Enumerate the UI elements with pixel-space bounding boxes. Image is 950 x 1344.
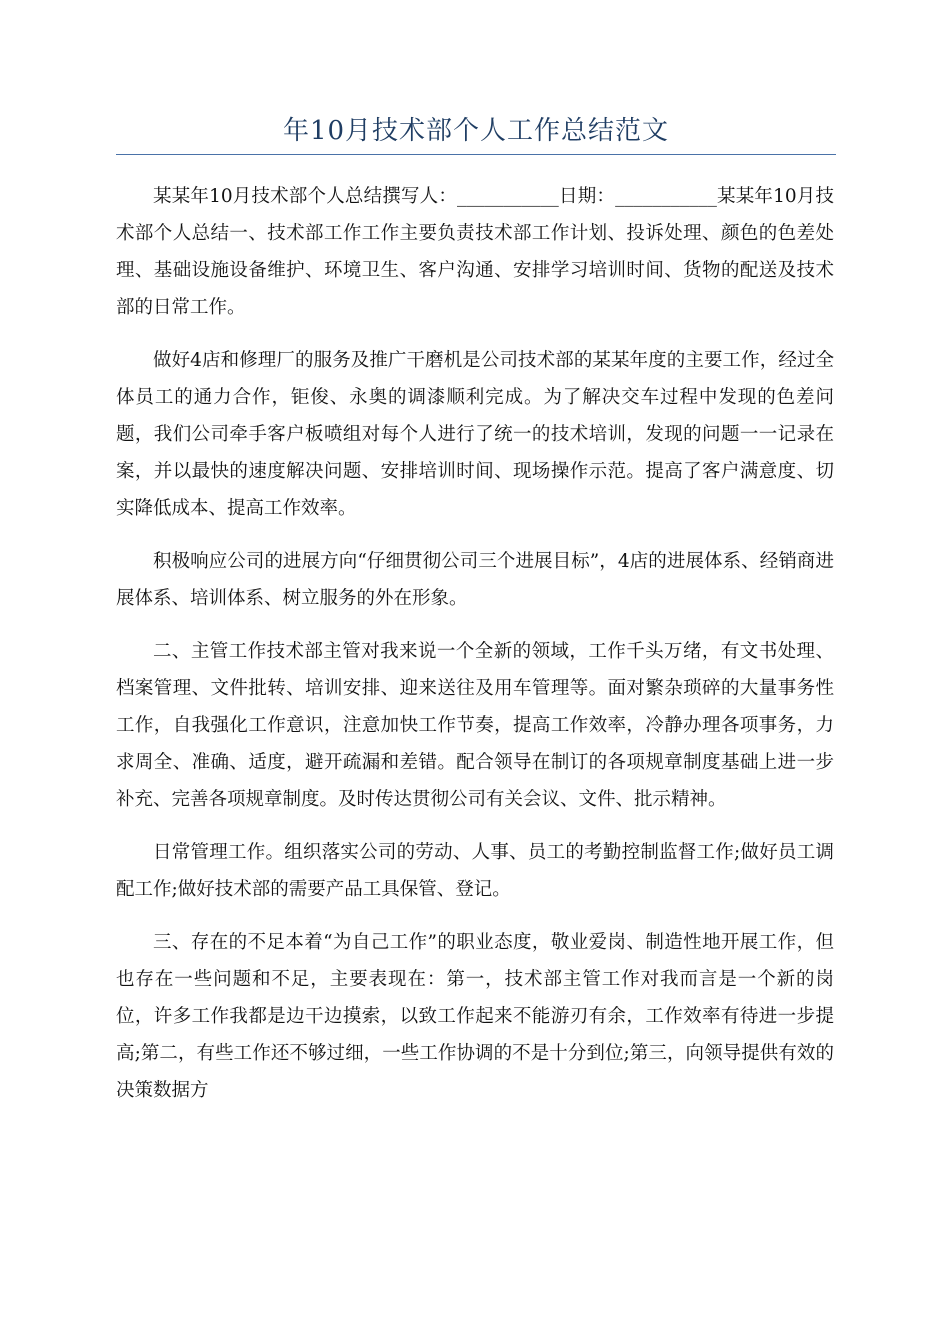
paragraph-5: 日常管理工作。组织落实公司的劳动、人事、员工的考勤控制监督工作;做好员工调配工作;做好技术部的需要产品工具保管、登记。 xyxy=(116,842,834,900)
paragraph-4: 二、主管工作技术部主管对我来说一个全新的领域，工作千头万绪，有文书处理、档案管理、文件批转、培训安排、迎来送往及用车管理等。面对繁杂琐碎的大量事务性工作，自我强化工作意识，注意加快工作节奏，提高工作效率，冷静办理各项事务，力求周全、准确、适度，避开疏漏和差错。配合领导在制订的各项规章制度基础上进一步补充、完善各项规章制度。及时传达贯彻公司有关会议、文件、批示精神。 xyxy=(116,641,834,810)
paragraph-2: 做好4店和修理厂的服务及推广干磨机是公司技术部的某某年度的主要工作，经过全体员工的通力合作，钜俊、永奥的调漆顺利完成。为了解决交车过程中发现的色差问题，我们公司牵手客户板喷组对每个人进行了统一的技术培训，发现的问题一一记录在案，并以最快的速度解决问题、安排培训时间、现场操作示范。提高了客户满意度、切实降低成本、提高工作效率。 xyxy=(116,350,834,519)
paragraph-1: 某某年10月技术部个人总结撰写人：___________日期：___________某某年10月技术部个人总结一、技术部工作工作主要负责技术部工作计划、投诉处理、颜色的色差处理、基础设施设备维护、环境卫生、客户沟通、安排学习培训时间、货物的配送及技术部的日常工作。 xyxy=(116,186,834,318)
paragraph-3: 积极响应公司的进展方向“仔细贯彻公司三个进展目标”，4店的进展体系、经销商进展体系、培训体系、树立服务的外在形象。 xyxy=(116,551,834,609)
title-underline xyxy=(116,154,836,155)
document-body xyxy=(116,178,834,1125)
document-title: 年10月技术部个人工作总结范文 xyxy=(282,116,670,146)
paragraph-6: 三、存在的不足本着“为自己工作”的职业态度，敬业爱岗、制造性地开展工作，但也存在一些问题和不足，主要表现在：第一，技术部主管工作对我而言是一个新的岗位，许多工作我都是边干边摸索，以致工作起来不能游刃有余，工作效率有待进一步提高;第二，有些工作还不够过细，一些工作协调的不是十分到位;第三，向领导提供有效的决策数据方 xyxy=(116,932,834,1101)
